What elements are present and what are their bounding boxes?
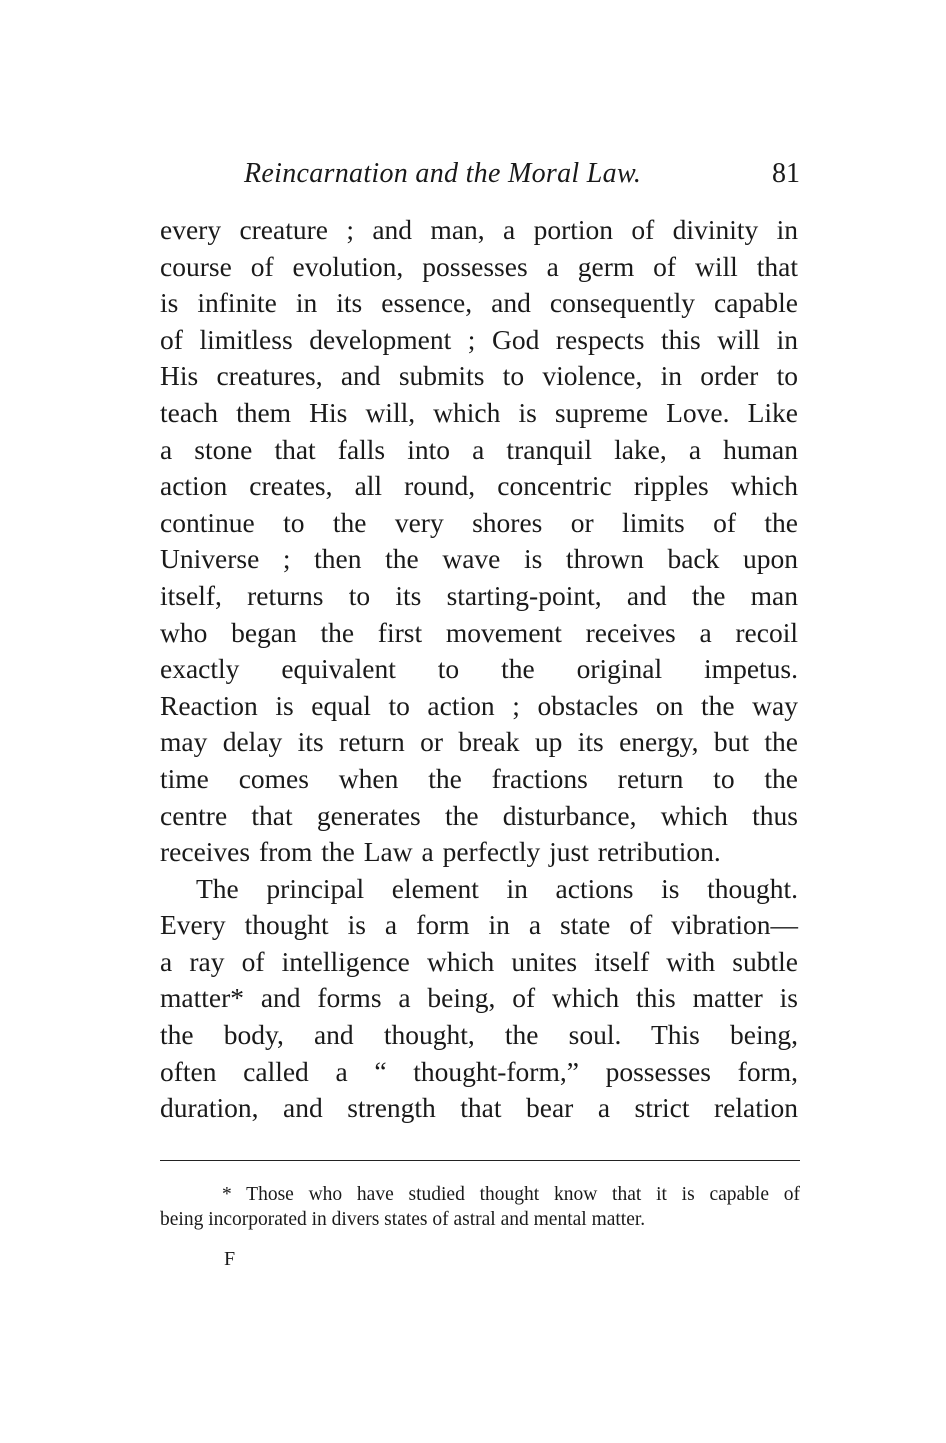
- text-line: teach them His will, which is supreme Love. Like: [160, 396, 798, 428]
- text-line: receives from the Law a perfectly just retribution.: [160, 836, 721, 868]
- text-line: continue to the very shores or limits of the: [160, 506, 798, 538]
- running-header: [160, 158, 800, 198]
- footnote-rule: [160, 1160, 800, 1161]
- page-number: 81: [772, 158, 800, 189]
- text-line: itself, returns to its starting-point, and the man: [160, 579, 798, 611]
- text-line: The principal element in actions is thought.: [196, 872, 798, 904]
- text-line: centre that generates the disturbance, which thus: [160, 799, 798, 831]
- footnote-line: * Those who have studied thought know that it is capable of: [222, 1184, 800, 1205]
- signature-mark: F: [224, 1248, 236, 1270]
- text-line: the body, and thought, the soul. This being,: [160, 1019, 798, 1051]
- text-line: of limitless development ; God respects this will in: [160, 323, 798, 355]
- text-line: time comes when the fractions return to the: [160, 762, 798, 794]
- footnote: [160, 1182, 800, 1232]
- text-line: who began the first movement receives a recoil: [160, 616, 798, 648]
- text-line: Universe ; then the wave is thrown back upon: [160, 543, 798, 575]
- text-line: course of evolution, possesses a germ of will that: [160, 250, 798, 282]
- text-line: action creates, all round, concentric ripples which: [160, 470, 798, 502]
- body-text: [160, 212, 798, 1127]
- text-line: every creature ; and man, a portion of divinity in: [160, 214, 798, 245]
- footnote-line: being incorporated in divers states of astral and mental matter.: [160, 1209, 646, 1230]
- text-line: exactly equivalent to the original impetus.: [160, 653, 798, 685]
- text-line: may delay its return or break up its energy, but the: [160, 726, 798, 758]
- running-title: Reincarnation and the Moral Law.: [244, 158, 642, 189]
- text-line: a ray of intelligence which unites itself with subtle: [160, 945, 798, 977]
- text-line: His creatures, and submits to violence, in order to: [160, 360, 798, 392]
- text-line: a stone that falls into a tranquil lake, a human: [160, 433, 798, 465]
- text-line: duration, and strength that bear a strict relation: [160, 1092, 798, 1124]
- text-line: often called a “ thought-form,” possesses form,: [160, 1055, 798, 1087]
- text-line: matter* and forms a being, of which this matter is: [160, 982, 798, 1014]
- text-line: Every thought is a form in a state of vibration—: [160, 909, 798, 941]
- text-line: Reaction is equal to action ; obstacles on the way: [160, 689, 798, 721]
- text-line: is infinite in its essence, and consequently capable: [160, 287, 798, 319]
